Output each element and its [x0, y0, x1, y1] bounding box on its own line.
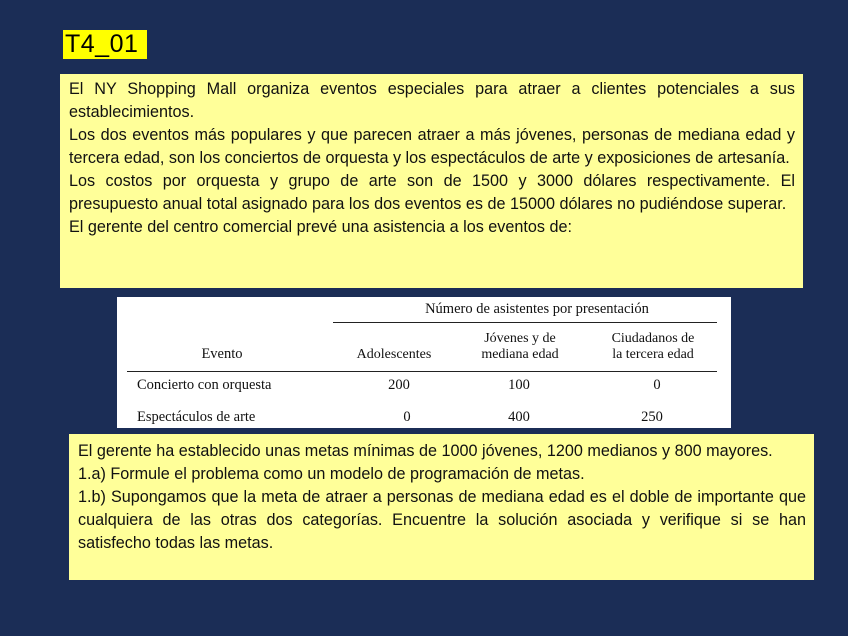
header-evento: Evento [201, 346, 243, 362]
row-2-jovenes-mediana: 400 [508, 409, 530, 425]
row-1-adolescentes: 200 [388, 377, 410, 393]
intro-paragraph-1: El NY Shopping Mall organiza eventos especiales para atraer a clientes potenciales a sus establecimientos. [69, 80, 795, 121]
row-2-event: Espectáculos de arte [137, 409, 256, 425]
problem-statement-box [60, 74, 803, 288]
row-1-jovenes-mediana: 100 [508, 377, 530, 393]
intro-paragraph-2: Los dos eventos más populares y que parecen atraer a más jóvenes, personas de mediana edad y tercera edad, son los conciertos de orquesta y los espectáculos de arte y exposiciones de artesanía. [69, 126, 795, 167]
attendance-table [117, 297, 731, 428]
rule-under-spanning-header [333, 322, 717, 323]
questions-box [69, 434, 814, 580]
header-tercera-line1: Ciudadanos de [611, 331, 695, 346]
spanning-header: Número de asistentes por presentación [425, 301, 649, 317]
row-2-tercera-edad: 250 [641, 409, 663, 425]
header-tercera-line2: la tercera edad [612, 347, 694, 362]
header-adolescentes: Adolescentes [356, 347, 432, 362]
rule-under-header [127, 371, 717, 372]
question-1b: 1.b) Supongamos que la meta de atraer a personas de mediana edad es el doble de importante que cualquiera de las otras dos categorías. Encuentre la solución asociada y verifique si se han satisfecho todas las metas. [78, 488, 806, 552]
question-1a: 1.a) Formule el problema como un modelo de programación de metas. [78, 465, 585, 483]
row-1-tercera-edad: 0 [653, 377, 661, 393]
header-jovenes-line2: mediana edad [481, 347, 559, 362]
goals-paragraph: El gerente ha establecido unas metas mínimas de 1000 jóvenes, 1200 medianos y 800 mayores. [78, 442, 773, 460]
slide-title: T4_01 [63, 30, 147, 59]
row-1-event: Concierto con orquesta [137, 377, 272, 393]
header-jovenes-line1: Jóvenes y de [484, 331, 556, 346]
row-2-adolescentes: 0 [403, 409, 411, 425]
intro-paragraph-3: Los costos por orquesta y grupo de arte son de 1500 y 3000 dólares respectivamente. El presupuesto anual total asignado para los dos eventos es de 15000 dólares no pudiéndose superar. [69, 172, 795, 213]
intro-paragraph-4: El gerente del centro comercial prevé una asistencia a los eventos de: [69, 218, 572, 236]
